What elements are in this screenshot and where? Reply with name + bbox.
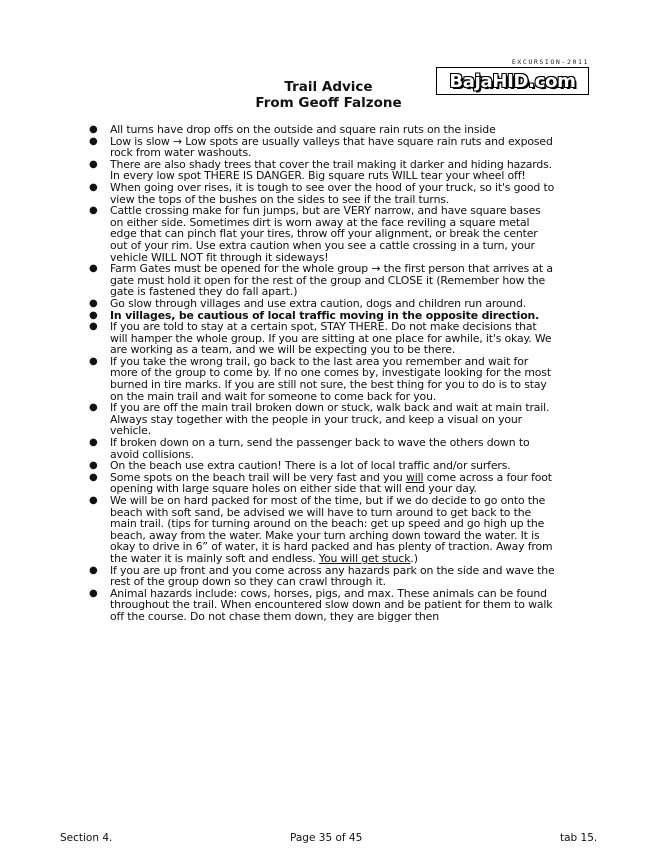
item-text: Go slow through villages and use extra caution, dogs and children run around.: [110, 296, 527, 310]
logo-box: [436, 67, 589, 95]
item-text: If you are up front and you come across any hazards park on the side and wave the rest of the group down so they can crawl through it.: [110, 563, 555, 589]
footer-tab: tab 15.: [560, 832, 598, 844]
item-text: Cattle crossing make for fun jumps, but are VERY narrow, and have square bases on either side. Sometimes dirt is worn away at the face reviling a square metal edge that can pinch flat your tires, throw off your alignment, or break the center out of your rim. Use extra caution when you see a cattle crossing in a turn, your vehicle WILL NOT fit through it sideways!: [110, 204, 541, 264]
bullet-icon: ●: [89, 355, 98, 367]
item-text: All turns have drop offs on the outside and square rain ruts on the inside: [110, 123, 496, 136]
list-item: [0, 495, 657, 565]
bullet-icon: ●: [89, 263, 98, 275]
item-text: Low is slow → Low spots are usually valleys that have square rain ruts and exposed rock from water washouts.: [110, 134, 553, 160]
list-item: [0, 263, 657, 298]
item-text: Animal hazards include: cows, horses, pigs, and max. These animals can be found throughout the trail. When encountered slow down and be patient for them to walk off the course. Do not chase them down, they are bigger then: [110, 586, 553, 623]
list-item: [0, 136, 657, 159]
bullet-icon: ●: [89, 297, 98, 309]
item-text-post: come across a four foot opening with large square holes on either side that will end your day.: [110, 470, 552, 496]
bullet-icon: ●: [89, 564, 98, 576]
item-text: If you take the wrong trail, go back to the last area you remember and wait for more of the group to come by. If no one comes by, investigate looking for the most burned in tire marks. If you are still not sure, the best thing for you to do is to stay on the main trail and wait for someone to come back for you.: [110, 354, 551, 403]
item-text: If broken down on a turn, send the passenger back to wave the others down to avoid collisions.: [110, 436, 530, 461]
list-item: [0, 402, 657, 437]
bullet-icon: ●: [89, 495, 98, 506]
advice-list: [0, 124, 657, 623]
item-text: If you are off the main trail broken down or stuck, walk back and wait at main trail. Always stay together with the people in your truck, and keep a visual on your vehicle.: [110, 401, 550, 438]
bullet-icon: ●: [89, 587, 98, 599]
list-item: [0, 356, 657, 402]
list-item: [0, 472, 657, 495]
bullet-icon: ●: [89, 205, 98, 217]
item-text: In villages, be cautious of local traffic moving in the opposite direction.: [110, 308, 540, 322]
item-text-pre: Some spots on the beach trail will be very fast and you: [110, 470, 406, 484]
bullet-icon: ●: [89, 135, 98, 147]
footer-section: Section 4.: [60, 832, 113, 844]
list-item: [0, 182, 657, 205]
item-text: On the beach use extra caution! There is a lot of local traffic and/or surfers.: [110, 459, 511, 473]
bullet-icon: ●: [89, 471, 98, 483]
item-text: If you are told to stay at a certain spot, STAY THERE. Do not make decisions that will hamper the whole group. If you are sitting at one place for awhile, it's okay. We are working as a team, and we will be expecting you to be there.: [110, 320, 552, 357]
bullet-icon: ●: [89, 309, 98, 321]
item-text-pre: We will be on hard packed for most of the time, but if we do decide to go onto the beach with soft sand, be advised we will have to turn around to get back to the main trail. (tips for turning around on the beach: get up speed and go high up the beach, away from the water. Make your turn arching down toward the water. It is okay to drive in 6” of water, it is hard packed and has plenty of traction. Away from the water it is mainly soft and endless.: [110, 494, 553, 565]
list-item: [0, 159, 657, 182]
footer-page-number: Page 35 of 45: [290, 832, 363, 844]
logo-text: BajaHID.com: [449, 70, 576, 92]
item-text: Farm Gates must be opened for the whole group → the first person that arrives at a gate must hold it open for the rest of the group and CLOSE it (Remember how the gate is fastened they do fall apart.): [110, 262, 553, 299]
bullet-icon: ●: [89, 124, 98, 135]
list-item: [0, 205, 657, 263]
list-item: [0, 437, 657, 460]
bullet-icon: ●: [89, 158, 98, 170]
title-line-1: Trail Advice: [284, 79, 373, 95]
list-item: [0, 588, 657, 623]
bullet-icon: ●: [89, 321, 98, 333]
bullet-icon: ●: [89, 460, 98, 472]
item-text-post: .): [410, 551, 418, 565]
item-text-underlined: You will get stuck: [318, 551, 411, 565]
bullet-icon: ●: [89, 437, 98, 449]
item-text-underlined: will: [405, 470, 424, 484]
bullet-icon: ●: [89, 181, 98, 193]
list-item: [0, 565, 657, 588]
bullet-icon: ●: [89, 402, 98, 414]
item-text: There are also shady trees that cover the trail making it darker and hiding hazards. In every low spot THERE IS DANGER. Big square ruts WILL tear your wheel off!: [110, 157, 552, 183]
item-text: When going over rises, it is tough to see over the hood of your truck, so it's good to view the tops of the bushes on the sides to see if the trail turns.: [110, 180, 555, 206]
logo-tagline: EXCURSION-2011: [511, 58, 589, 66]
list-item: [0, 321, 657, 356]
title-line-2: From Geoff Falzone: [255, 95, 402, 111]
bajahid-logo: [436, 58, 589, 98]
